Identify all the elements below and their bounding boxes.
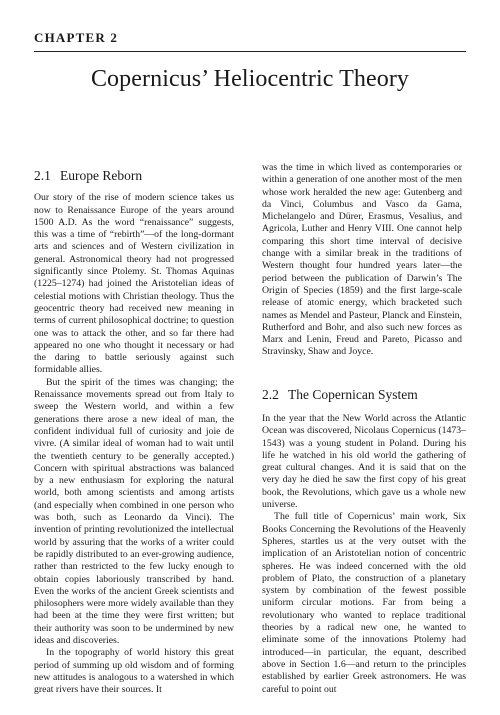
section-heading-2-2 — [262, 387, 466, 403]
chapter-label: CHAPTER 2 — [34, 30, 119, 45]
paragraph: The full title of Copernicus’ main work, Six Books Concerning the Revolutions of the Heavenly Spheres, startles us at the very outset with the implication of an Aristotelian notion of concentric spheres. He was indeed concerned with the old problem of Plato, the construction of a planetary system by combination of the fewest possible uniform circular motions. Far from being a revolutionary who wanted to replace traditional theories by a radical new one, he wanted to eliminate some of the innovations Ptolemy had introduced—in particular, the equant, described above in Section 1.6—and return to the principles established by earlier Greek astronomers. He was careful to point out — [262, 511, 466, 695]
chapter-rule — [34, 51, 466, 52]
paragraph: But the spirit of the times was changing; the Renaissance movements spread out from Italy to sweep the Western world, and within a few generations there arose a new ideal of man, the confident individual full of curiosity and joie de vivre. (A similar ideal of woman had to wait until the twentieth century to be generally accepted.) Concern with spiritual abstractions was balanced by a new enthusiasm for exploring the natural world, both among scientists and among artists (and especially when combined in one person who was both, such as Leonardo da Vinci). The invention of printing revolutionized the intellectual world by assuring that the works of a writer could be rapidly distributed to an ever-growing audience, rather than restricted to the few lucky enough to obtain copies laboriously transcribed by hand. Even the works of the ancient Greek scientists and philosophers were more widely available than they had been at the time they were first written; but their authority was soon to be undermined by new ideas and discoveries. — [34, 376, 234, 646]
paragraph: was the time in which lived as contemporaries or within a generation of one another most of the men whose work heralded the new age: Gutenberg and da Vinci, Columbus and Vasco da Gama, Michelangelo and Dürer, Erasmus, Vesalius, and Agricola, Luther and Henry VIII. One cannot help comparing this short time interval of decisive change with a similar break in the traditions of Western thought four hundred years later—the period between the publication of Darwin’s The Origin of Species (1859) and the first large-scale release of atomic energy, which bracketed such names as Mendel and Pasteur, Planck and Einstein, Rutherford and Bohr, and also such new forces as Marx and Lenin, Freud and Pareto, Picasso and Stravinsky, Shaw and Joyce. — [262, 162, 462, 358]
section-heading-2-1 — [34, 170, 234, 182]
right-column-section-2-2 — [262, 387, 466, 696]
section-number: 2.1 — [34, 168, 51, 183]
paragraph: In the year that the New World across the Atlantic Ocean was discovered, Nicolaus Copernicus (1473–1543) was a young student in Poland. During his life he watched in his old world the gathering of great cultural changes. And it is said that on the very day he died he saw the first copy of his great book, the Revolutions, which gave us a whole new universe. — [262, 413, 466, 511]
section-title: The Copernican System — [288, 387, 418, 402]
chapter-title: Copernicus’ Heliocentric Theory — [90, 66, 410, 92]
paragraph: In the topography of world history this great period of summing up old wisdom and of forming new attitudes is analogous to a watershed in which great rivers have their sources. It — [34, 647, 234, 696]
left-column — [34, 170, 234, 696]
paragraph: Our story of the rise of modern science takes us now to Renaissance Europe of the years around 1500 A.D. As the word “renaissance” suggests, this was a time of “rebirth”—of the long-dormant arts and sciences and of Western civilization in general. Astronomical theory had not progressed significantly since Ptolemy. St. Thomas Aquinas (1225–1274) had joined the Aristotelian ideas of celestial motions with Christian theology. Thus the geocentric theory had received new meaning in terms of current philosophical doctrine; to question one was to attack the other, and so far there had appeared no one who thought it necessary or had the daring to battle seriously against such formidable allies. — [34, 192, 234, 376]
section-number: 2.2 — [262, 387, 279, 402]
section-title: Europe Reborn — [60, 168, 143, 183]
right-column — [262, 162, 462, 359]
